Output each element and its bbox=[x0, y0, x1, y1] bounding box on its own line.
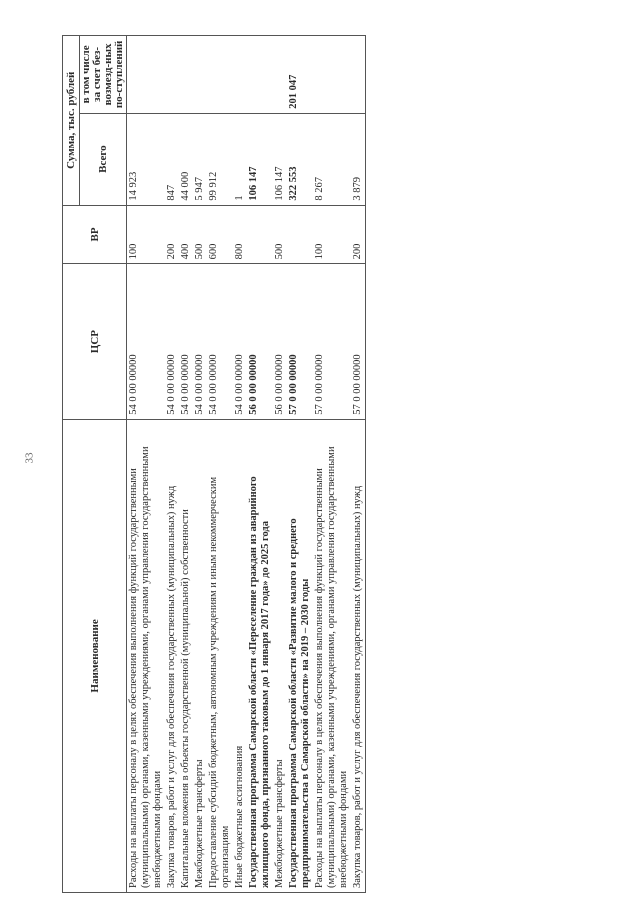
row-csr: 54 0 00 00000 bbox=[179, 264, 193, 419]
row-total: 106 147 bbox=[273, 113, 287, 205]
row-name: Государственная программа Самарской области «Развитие малого и среднего предпринимательства в Самарской области» на 2019 – 2030 годы bbox=[287, 419, 313, 892]
table-row bbox=[273, 36, 287, 893]
row-vr: 200 bbox=[351, 205, 366, 264]
row-vr: 600 bbox=[207, 205, 233, 264]
row-csr: 54 0 00 00000 bbox=[233, 264, 247, 419]
row-csr: 54 0 00 00000 bbox=[127, 264, 166, 419]
header-total: Всего bbox=[80, 113, 127, 205]
budget-table bbox=[62, 35, 366, 893]
table-row bbox=[165, 36, 179, 893]
row-free bbox=[193, 36, 207, 114]
table-row bbox=[351, 36, 366, 893]
row-free bbox=[273, 36, 287, 114]
budget-table-sheet bbox=[62, 35, 542, 893]
row-vr: 500 bbox=[193, 205, 207, 264]
row-free bbox=[351, 36, 366, 114]
table-row bbox=[193, 36, 207, 893]
row-free bbox=[313, 36, 351, 114]
header-csr: ЦСР bbox=[63, 264, 127, 419]
table-row bbox=[313, 36, 351, 893]
row-total: 8 267 bbox=[313, 113, 351, 205]
page-number: 33 bbox=[23, 452, 36, 464]
row-total: 1 bbox=[233, 113, 247, 205]
row-name: Межбюджетные трансферты bbox=[193, 419, 207, 892]
row-total: 322 553 bbox=[287, 113, 313, 205]
row-total: 44 000 bbox=[179, 113, 193, 205]
table-body bbox=[127, 36, 366, 893]
row-total: 5 947 bbox=[193, 113, 207, 205]
row-csr: 56 0 00 00000 bbox=[247, 264, 273, 419]
row-name: Расходы на выплаты персоналу в целях обеспечения выполнения функций государственными (муниципальными) органами, казенными учреждениями, органами управления государственными внебюджетными фондами bbox=[127, 419, 166, 892]
header-name: Наименование bbox=[63, 419, 127, 892]
row-vr: 400 bbox=[179, 205, 193, 264]
row-total: 14 923 bbox=[127, 113, 166, 205]
row-csr: 57 0 00 00000 bbox=[351, 264, 366, 419]
table-row bbox=[247, 36, 273, 893]
row-total: 847 bbox=[165, 113, 179, 205]
row-free bbox=[233, 36, 247, 114]
row-free bbox=[165, 36, 179, 114]
row-name: Закупка товаров, работ и услуг для обеспечения государственных (муниципальных) нужд bbox=[351, 419, 366, 892]
row-name: Иные бюджетные ассигнования bbox=[233, 419, 247, 892]
row-free: 201 047 bbox=[287, 36, 313, 114]
row-csr: 54 0 00 00000 bbox=[207, 264, 233, 419]
row-name: Расходы на выплаты персоналу в целях обеспечения выполнения функций государственными (муниципальными) органами, казенными учреждениями, органами управления государственными внебюджетными фондами bbox=[313, 419, 351, 892]
table-row bbox=[287, 36, 313, 893]
row-vr bbox=[287, 205, 313, 264]
row-csr: 54 0 00 00000 bbox=[193, 264, 207, 419]
row-total: 99 912 bbox=[207, 113, 233, 205]
header-sum-group: Сумма, тыс. рублей bbox=[63, 36, 80, 206]
row-name: Капитальные вложения в объекты государственной (муниципальной) собственности bbox=[179, 419, 193, 892]
table-row bbox=[207, 36, 233, 893]
row-total: 3 879 bbox=[351, 113, 366, 205]
table-row bbox=[179, 36, 193, 893]
row-name: Государственная программа Самарской области «Переселение граждан из аварийного жилищного фонда, признанного таковым до 1 января 2017 года» до 2025 года bbox=[247, 419, 273, 892]
row-vr bbox=[247, 205, 273, 264]
row-vr: 100 bbox=[127, 205, 166, 264]
row-vr: 200 bbox=[165, 205, 179, 264]
header-vr: ВР bbox=[63, 205, 127, 264]
table-row bbox=[233, 36, 247, 893]
header-free-receipts: в том числе за счет без-возмезд-ных по-ступлений bbox=[80, 36, 127, 114]
row-csr: 56 0 00 00000 bbox=[273, 264, 287, 419]
row-free bbox=[179, 36, 193, 114]
row-csr: 54 0 00 00000 bbox=[165, 264, 179, 419]
row-csr: 57 0 00 00000 bbox=[287, 264, 313, 419]
row-free bbox=[247, 36, 273, 114]
row-free bbox=[127, 36, 166, 114]
row-csr: 57 0 00 00000 bbox=[313, 264, 351, 419]
row-vr: 800 bbox=[233, 205, 247, 264]
table-row bbox=[127, 36, 166, 893]
row-name: Межбюджетные трансферты bbox=[273, 419, 287, 892]
row-vr: 100 bbox=[313, 205, 351, 264]
row-name: Закупка товаров, работ и услуг для обеспечения государственных (муниципальных) нужд bbox=[165, 419, 179, 892]
row-name: Предоставление субсидий бюджетным, автономным учреждениям и иным некоммерческим организациям bbox=[207, 419, 233, 892]
row-total: 106 147 bbox=[247, 113, 273, 205]
row-vr: 500 bbox=[273, 205, 287, 264]
row-free bbox=[207, 36, 233, 114]
